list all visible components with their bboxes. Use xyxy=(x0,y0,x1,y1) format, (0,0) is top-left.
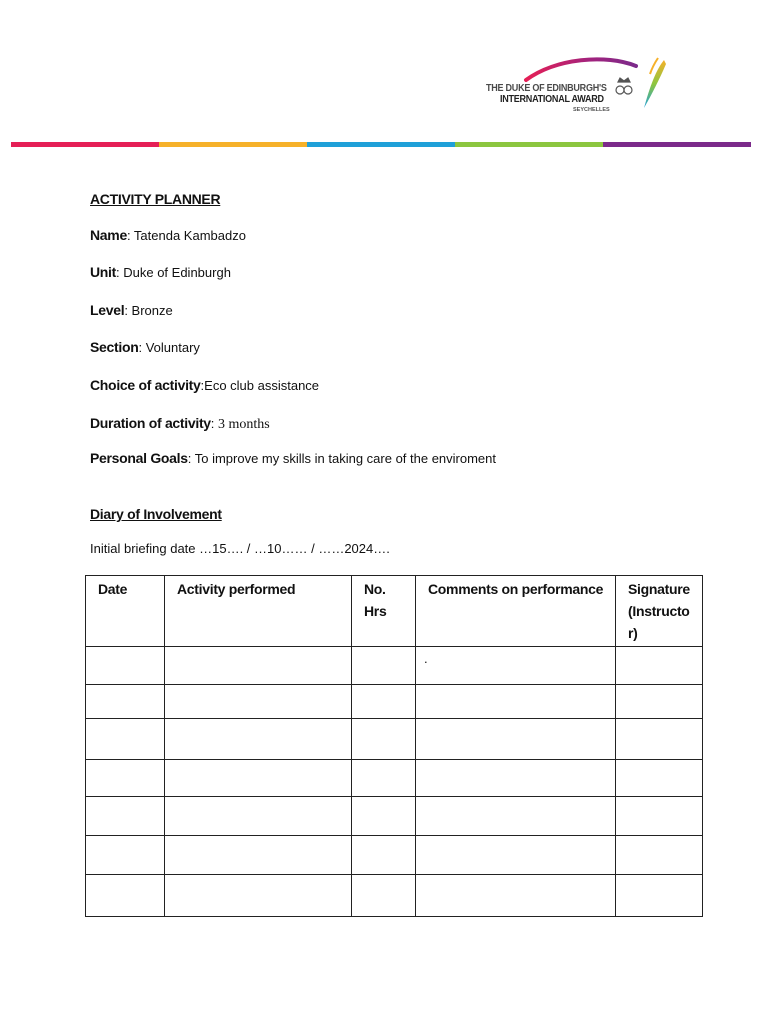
cell-hours[interactable] xyxy=(352,685,416,719)
cell-activity[interactable] xyxy=(165,685,352,719)
cell-signature[interactable] xyxy=(616,797,703,836)
stripe-segment-green xyxy=(455,142,603,147)
table-row xyxy=(86,760,703,797)
field-unit-value: : Duke of Edinburgh xyxy=(116,265,231,280)
cell-hours[interactable] xyxy=(352,797,416,836)
table-header-row xyxy=(86,576,703,647)
cell-date[interactable] xyxy=(86,875,165,917)
cell-comments[interactable] xyxy=(416,797,616,836)
cell-signature[interactable] xyxy=(616,719,703,760)
stripe-segment-blue xyxy=(307,142,455,147)
cell-activity[interactable] xyxy=(165,719,352,760)
field-goals-label: Personal Goals xyxy=(90,450,188,466)
diary-heading: Diary of Involvement xyxy=(90,506,222,522)
cell-activity[interactable] xyxy=(165,836,352,875)
cell-activity[interactable] xyxy=(165,797,352,836)
cell-signature[interactable] xyxy=(616,685,703,719)
field-section-value: : Voluntary xyxy=(138,340,200,355)
table-row xyxy=(86,836,703,875)
cell-date[interactable] xyxy=(86,797,165,836)
award-logo xyxy=(486,56,670,118)
cell-hours[interactable] xyxy=(352,875,416,917)
cell-activity[interactable] xyxy=(165,647,352,685)
field-name-label: Name xyxy=(90,227,127,243)
stripe-segment-purple xyxy=(603,142,751,147)
cell-hours[interactable] xyxy=(352,836,416,875)
field-goals-value: : To improve my skills in taking care of the enviroment xyxy=(187,451,497,466)
field-goals xyxy=(90,450,496,466)
table-row xyxy=(86,797,703,836)
field-level xyxy=(90,302,173,318)
field-duration xyxy=(90,415,270,433)
cell-comments[interactable] xyxy=(416,760,616,797)
briefing-date: Initial briefing date …15…. / …10…… / ……2024…. xyxy=(90,541,390,556)
cell-date[interactable] xyxy=(86,836,165,875)
cell-signature[interactable] xyxy=(616,760,703,797)
cell-hours[interactable] xyxy=(352,647,416,685)
field-section xyxy=(90,339,200,355)
cell-date[interactable] xyxy=(86,647,165,685)
field-unit-label: Unit xyxy=(90,264,117,280)
cell-activity[interactable] xyxy=(165,760,352,797)
cell-comments[interactable]: . xyxy=(416,647,616,685)
cell-date[interactable] xyxy=(86,685,165,719)
field-choice-label: Choice of activity xyxy=(90,377,201,393)
cell-comments[interactable] xyxy=(416,875,616,917)
stripe-segment-yellow xyxy=(159,142,307,147)
cell-date[interactable] xyxy=(86,760,165,797)
cell-signature[interactable] xyxy=(616,836,703,875)
cell-signature[interactable] xyxy=(616,647,703,685)
diary-table xyxy=(85,575,703,917)
header-hours: No. Hrs xyxy=(352,576,416,647)
field-level-label: Level xyxy=(90,302,125,318)
cell-date[interactable] xyxy=(86,719,165,760)
field-level-value: : Bronze xyxy=(124,303,173,318)
table-row xyxy=(86,719,703,760)
header-activity: Activity performed xyxy=(165,576,352,647)
field-section-label: Section xyxy=(90,339,139,355)
field-name xyxy=(90,227,246,243)
field-name-value: : Tatenda Kambadzo xyxy=(126,228,246,243)
header-date: Date xyxy=(86,576,165,647)
header-comments: Comments on performance xyxy=(416,576,616,647)
logo-text-line2: INTERNATIONAL AWARD xyxy=(500,93,604,105)
field-unit xyxy=(90,264,231,280)
cell-hours[interactable] xyxy=(352,719,416,760)
table-row xyxy=(86,685,703,719)
color-stripe xyxy=(11,142,751,147)
field-choice-value: :Eco club assistance xyxy=(200,378,320,393)
field-duration-sep: : xyxy=(210,416,219,431)
cell-comments[interactable] xyxy=(416,685,616,719)
table-row xyxy=(86,647,703,685)
stripe-segment-red xyxy=(11,142,159,147)
table-row xyxy=(86,875,703,917)
logo-text-line1: THE DUKE OF EDINBURGH'S xyxy=(486,82,607,94)
page-title: ACTIVITY PLANNER xyxy=(90,191,221,207)
cell-comments[interactable] xyxy=(416,719,616,760)
cell-hours[interactable] xyxy=(352,760,416,797)
cell-signature[interactable] xyxy=(616,875,703,917)
cell-comments[interactable] xyxy=(416,836,616,875)
field-duration-value: 3 months xyxy=(218,417,270,432)
field-duration-label: Duration of activity xyxy=(90,415,211,431)
field-choice xyxy=(90,377,319,393)
logo-text-line3: SEYCHELLES xyxy=(573,107,610,113)
header-signature: Signature (Instructo r) xyxy=(616,576,703,647)
cell-activity[interactable] xyxy=(165,875,352,917)
